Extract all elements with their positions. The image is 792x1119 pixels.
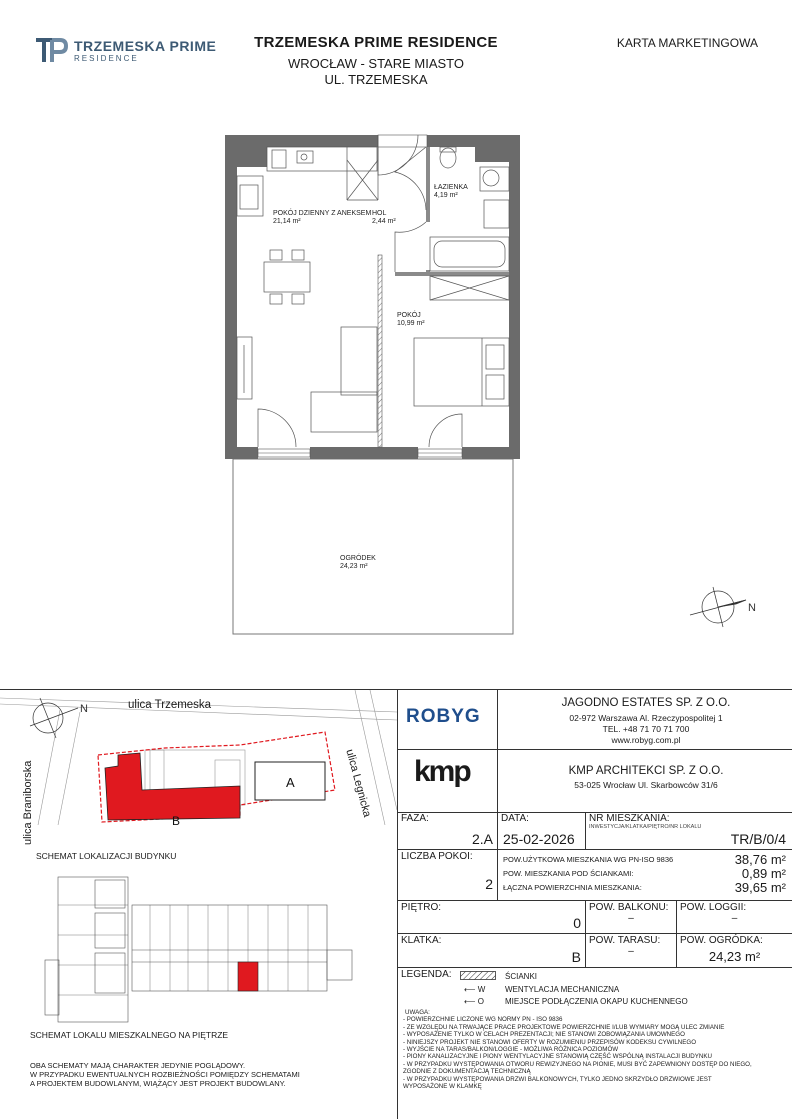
hatch-wall-icon — [460, 971, 496, 981]
data-value: 25-02-2026 — [503, 831, 575, 847]
logo-name: TRZEMESKA PRIME — [74, 38, 217, 54]
svg-text:N: N — [80, 703, 88, 715]
north-arrow-icon — [690, 587, 746, 627]
floor-schema — [40, 865, 390, 1025]
card-type: KARTA MARKETINGOWA — [616, 36, 758, 50]
legend-hood: MIEJSCE PODŁĄCZENIA OKAPU KUCHENNEGO — [505, 997, 688, 1006]
klatka-label: KLATKA: — [401, 935, 442, 946]
disclaimer: OBA SCHEMATY MAJĄ CHARAKTER JEDYNIE POGLĄDOWY. W PRZYPADKU EWENTUALNYCH ROZBIEŻNOŚCI POMIĘDZY SCHEMATAMI A PROJEKTEM BUDOWLANYM, WIĄŻĄCY JEST PROJEKT BUDOWLANY. — [30, 1061, 300, 1088]
nr-sublabel: INWESTYCJA/KLATKA/PIĘTRO/NR LOKALU — [589, 824, 702, 830]
nr-label: NR MIESZKANIA: — [589, 813, 670, 824]
street-top: ulica Trzemeska — [128, 699, 212, 711]
robyg-logo: ROBYG — [406, 706, 481, 727]
faza-value: 2.A — [471, 831, 493, 847]
legend-vent: WENTYLACJA MECHANICZNA — [505, 985, 620, 994]
faza-label: FAZA: — [401, 813, 429, 824]
loggia-value: – — [731, 913, 738, 924]
ps-label: POW. MIESZKANIA POD ŚCIANKAMI: — [503, 869, 634, 878]
legend-vent-symbol: ⟵ W — [464, 985, 486, 994]
pu-value: 38,76 m² — [734, 852, 786, 867]
notes: UWAGA: - POWIERZCHNIE LICZONE WG NORMY PN - ISO 9836 - ZE WZGLĘDU NA TRWAJĄCE PRACE PROJEKTOWE POWIERZCHNIE I/LUB WYMIARY MOGĄ ULEC ZMIANIE - WYPOSAŻENIE TYLKO W CELACH PREZENTACJI; NIE STANOWI ZOBOWIĄZANIA UMOWNEGO - NINIEJSZY PROJEKT NIE STANOWI OFERTY W ROZUMIENIU PRZEPISÓW KODEKSU CYWILNEGO - WYJŚCIE NA TARAS/BALKON/LOGGIE - MOŻLIWA RÓŻNICA POZIOMÓW - PIONY KANALIZACYJNE I PIONY WENTYLACYJNE STANOWIĄ CZĘŚĆ WSPÓLNĄ INSTALACJI BUDYNKU - W PRZYPADKU WYSTĘPOWANIA OTWORU REWIZYJNEGO NA PIONIE, MUSI BYĆ ZAPEWNIONY DOSTĘP DO NIEGO, ZGODNIE Z DOKUMENTACJĄ TECHNICZNĄ - W PRZYPADKU WYSTĘPOWANIA DRZWI BALKONOWYCH, TYLKO JEDNO SKRZYDŁO DRZWIOWE JEST WYPOSAŻONE W KLAMKĘ — [403, 1009, 752, 1091]
room-label-hall: HOL 2,44 m² — [372, 210, 396, 225]
building-b-label: B — [172, 814, 181, 825]
city-line: WROCŁAW - STARE MIASTO — [288, 56, 464, 71]
developer-web[interactable]: www.robyg.com.pl — [611, 735, 681, 745]
logo-sub: RESIDENCE — [74, 54, 139, 63]
architect-name: KMP ARCHITEKCI SP. Z O.O. — [568, 765, 724, 777]
north-label: N — [748, 602, 756, 614]
room-label-bedroom: POKÓJ 10,99 m² — [397, 312, 425, 327]
legend-title: LEGENDA: — [401, 969, 452, 980]
legend-hood-symbol: ⟵ O — [464, 997, 484, 1006]
ogrodek-label: POW. OGRÓDKA: — [680, 935, 763, 946]
street-right: ulica Legnicka — [343, 748, 374, 819]
balkon-label: POW. BALKONU: — [589, 902, 669, 913]
caption-location: SCHEMAT LOKALIZACJI BUDYNKU — [36, 851, 177, 861]
caption-floor: SCHEMAT LOKALU MIESZKALNEGO NA PIĘTRZE — [30, 1030, 229, 1040]
developer-name: JAGODNO ESTATES SP. Z O.O. — [561, 697, 731, 709]
developer-phone: TEL. +48 71 70 71 700 — [602, 724, 690, 734]
room-label-bathroom: ŁAZIENKA 4,19 m² — [434, 184, 468, 199]
nr-value: TR/B/0/4 — [730, 831, 786, 847]
pokoje-value: 2 — [485, 876, 493, 892]
balkon-value: – — [628, 913, 634, 924]
loggia-label: POW. LOGGII: — [680, 902, 747, 913]
apartment-highlight — [238, 962, 258, 991]
data-label: DATA: — [501, 813, 529, 824]
building-a-label: A — [286, 775, 295, 790]
pietro-value: 0 — [573, 915, 581, 931]
street-line: UL. TRZEMESKA — [324, 72, 428, 87]
pl-value: 39,65 m² — [734, 880, 786, 895]
room-label-living: POKÓJ DZIENNY Z ANEKSEM 21,14 m² — [273, 210, 372, 225]
pl-label: ŁĄCZNA POWIERZCHNIA MIESZKANIA: — [503, 883, 642, 892]
kmp-logo: kmp — [414, 755, 470, 788]
klatka-value: B — [571, 949, 581, 965]
page-title: TRZEMESKA PRIME RESIDENCE — [254, 34, 498, 51]
street-left: ulica Braniborska — [22, 760, 34, 845]
room-label-garden: OGRÓDEK 24,23 m² — [340, 555, 376, 570]
pokoje-label: LICZBA POKOI: — [401, 851, 473, 862]
pu-label: POW.UŻYTKOWA MIESZKANIA WG PN-ISO 9836 — [503, 855, 674, 864]
architect-address: 53-025 Wrocław Ul. Skarbowców 31/6 — [574, 780, 718, 790]
ps-value: 0,89 m² — [741, 866, 786, 881]
taras-label: POW. TARASU: — [589, 935, 661, 946]
site-north-arrow-icon — [30, 698, 78, 738]
taras-value: – — [628, 946, 634, 957]
pietro-label: PIĘTRO: — [401, 902, 442, 913]
legend-walls: ŚCIANKI — [505, 972, 538, 981]
ogrodek-value: 24,23 m² — [708, 949, 761, 964]
developer-address: 02-972 Warszawa Al. Rzeczypospolitej 1 — [569, 713, 723, 723]
